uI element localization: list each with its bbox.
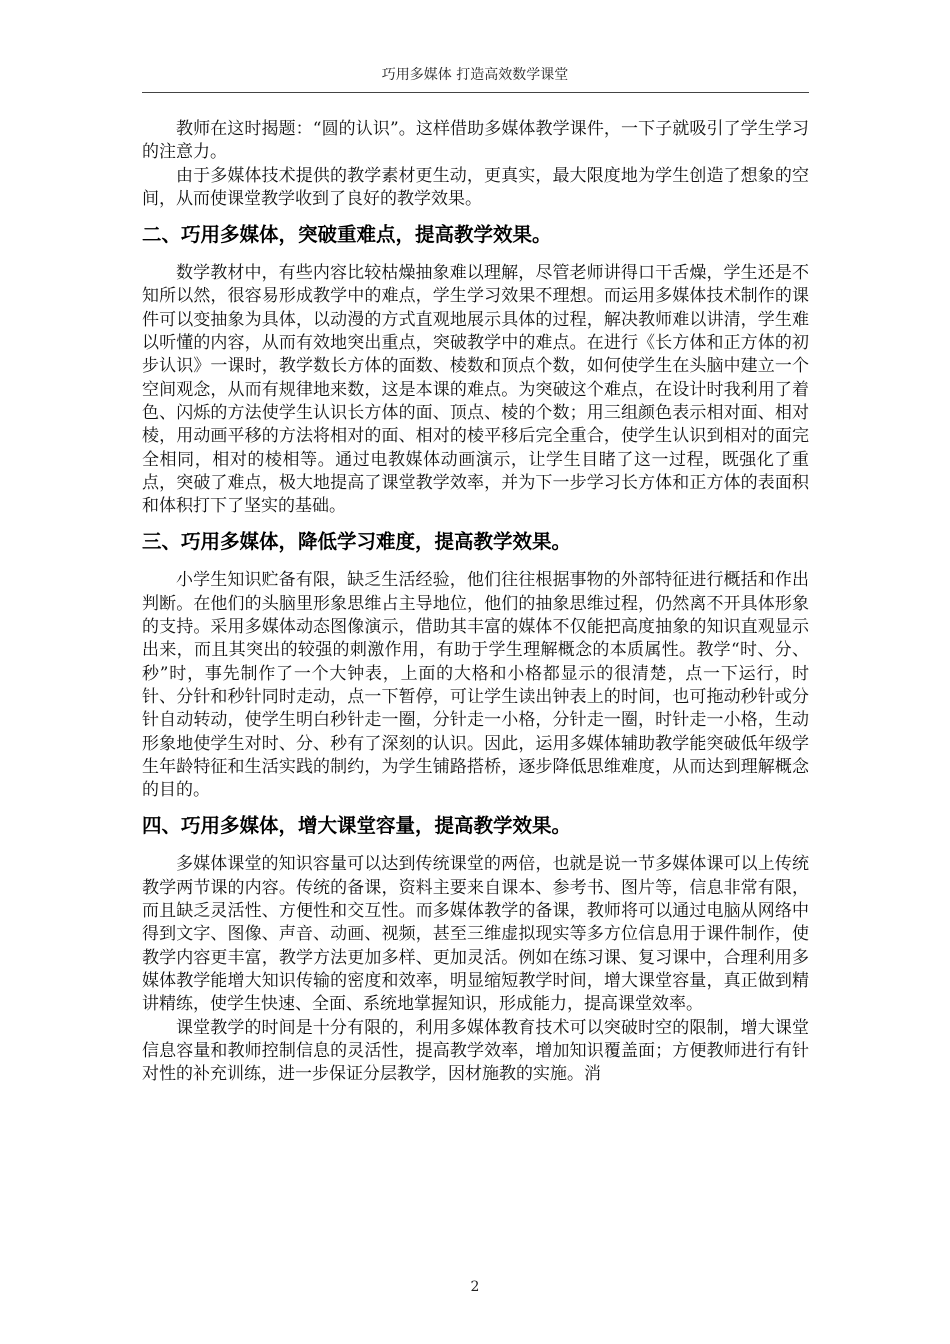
paragraph-reduce-difficulty: 小学生知识贮备有限，缺乏生活经验，他们往往根据事物的外部特征进行概括和作出判断。在他们的头脑里形象思维占主导地位，他们的抽象思维过程，仍然离不开具体形象的支持。采用多媒体动态图像演示，借助其丰富的媒体不仅能把高度抽象的知识直观显示出来，而且其突出的较强的刺激作用，有助于学生理解概念的本质属性。教学“时、分、秒”时，事先制作了一个大钟表，上面的大格和小格都显示的很清楚，点一下运行，时针、分针和秒针同时走动，点一下暂停，可让学生读出钟表上的时间，也可拖动秒针或分针自动转动，使学生明白秒针走一圈，分针走一小格，分针走一圈，时针走一小格，生动形象地使学生对时、分、秒有了深刻的认识。因此，运用多媒体辅助教学能突破低年级学生年龄特征和生活实践的制约，为学生铺路搭桥，逐步降低思维难度，从而达到理解概念的目的。 bbox=[142, 570, 809, 801]
page-number: 2 bbox=[470, 1279, 480, 1295]
paragraph-reveal-topic: 教师在这时揭题：“圆的认识”。这样借助多媒体教学课件，一下子就吸引了学生学习的注意力。 bbox=[142, 119, 809, 163]
section-heading-3: 三、巧用多媒体，降低学习难度，提高教学效果。 bbox=[142, 530, 572, 554]
paragraph-time-limits: 课堂教学的时间是十分有限的，利用多媒体教育技术可以突破时空的限制，增大课堂信息容量和教师控制信息的灵活性，提高教学效率，增加知识覆盖面；方便教师进行有针对性的补充训练，进一步保证分层教学，因材施教的实施。消 bbox=[142, 1017, 809, 1085]
document-body bbox=[142, 118, 809, 1086]
paragraph-key-difficulties: 数学教材中，有些内容比较枯燥抽象难以理解，尽管老师讲得口干舌燥，学生还是不知所以然，很容易形成教学中的难点，学生学习效果不理想。而运用多媒体技术制作的课件可以变抽象为具体，以动漫的方式直观地展示具体的过程，解决教师难以讲清，学生难以听懂的内容，从而有效地突出重点，突破教学中的难点。在进行《长方体和正方体的初步认识》一课时，教学数长方体的面数、棱数和顶点个数，如何使学生在头脑中建立一个空间观念，从而有规律地来数，这是本课的难点。为突破这个难点，在设计时我利用了着色、闪烁的方法使学生认识长方体的面、顶点、棱的个数；用三组颜色表示相对面、相对棱，用动画平移的方法将相对的面、相对的棱平移后完全重合，使学生认识到相对的面完全相同，相对的棱相等。通过电教媒体动画演示，让学生目睹了这一过程，既强化了重点，突破了难点，极大地提高了课堂教学效率，并为下一步学习长方体和正方体的表面积和体积打下了坚实的基础。 bbox=[142, 263, 809, 517]
header-divider bbox=[142, 92, 809, 93]
page-header: 巧用多媒体 打造高效数学课堂 bbox=[381, 67, 569, 83]
section-heading-2: 二、巧用多媒体，突破重难点，提高教学效果。 bbox=[142, 223, 552, 247]
paragraph-classroom-capacity: 多媒体课堂的知识容量可以达到传统课堂的两倍，也就是说一节多媒体课可以上传统教学两节课的内容。传统的备课，资料主要来自课本、参考书、图片等，信息非常有限，而且缺乏灵活性、方便性和交互性。而多媒体教学的备课，教师将可以通过电脑从网络中得到文字、图像、声音、动画、视频，甚至三维虚拟现实等多方位信息用于课件制作，使教学内容更丰富，教学方法更加多样、更加灵活。例如在练习课、复习课中，合理利用多媒体教学能增大知识传输的密度和效率，明显缩短教学时间，增大课堂容量，真正做到精讲精练，使学生快速、全面、系统地掌握知识，形成能力，提高课堂效率。 bbox=[142, 854, 809, 1015]
section-heading-4: 四、巧用多媒体，增大课堂容量，提高教学效果。 bbox=[142, 814, 572, 838]
paragraph-vivid-materials: 由于多媒体技术提供的教学素材更生动，更真实，最大限度地为学生创造了想象的空间，从而使课堂教学收到了良好的教学效果。 bbox=[142, 165, 809, 209]
